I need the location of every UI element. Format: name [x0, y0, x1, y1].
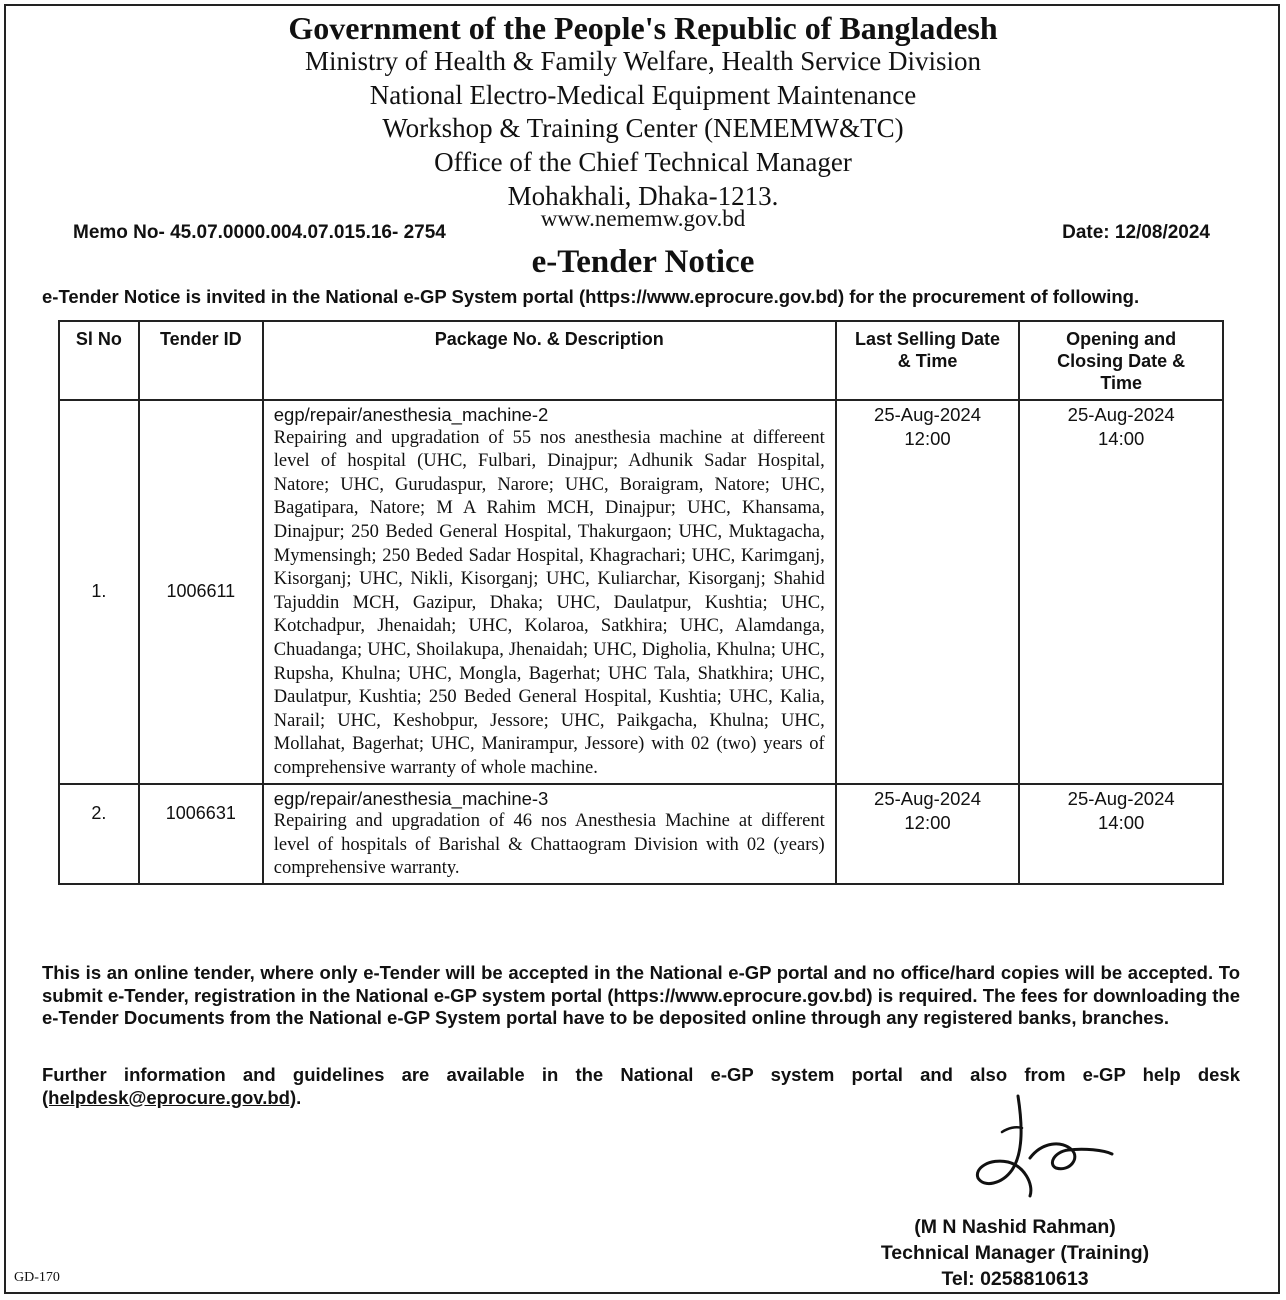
helpdesk-email-link[interactable]: (helpdesk@eprocure.gov.bd)	[42, 1086, 297, 1108]
header-opening-closing	[1019, 321, 1223, 400]
table-row	[59, 400, 1223, 784]
table-row	[59, 784, 1223, 884]
opening-time: 14:00	[1098, 428, 1145, 449]
row-opening-closing	[1019, 784, 1223, 884]
notice-title: e-Tender Notice	[531, 244, 755, 280]
government-title: Government of the People's Republic of Bangladesh	[288, 10, 998, 46]
row-package-description	[263, 784, 836, 884]
header-opening-line-2: Closing Date &	[1057, 351, 1186, 371]
header-last-selling-line-1: Last Selling Date	[855, 329, 1001, 349]
gd-code: GD-170	[14, 1270, 60, 1285]
row-tender-id: 1006631	[139, 784, 263, 884]
signer-designation: Technical Manager (Training)	[880, 1242, 1150, 1264]
signature-graphic	[972, 1092, 1122, 1207]
row-package-description	[263, 400, 836, 784]
organization-line-1: National Electro-Medical Equipment Maintenance	[369, 80, 917, 110]
row-sl-no: 1.	[59, 400, 139, 784]
package-description: Repairing and upgradation of 55 nos anesthesia machine at differeent level of hospital (UHC, Fulbari, Dinajpur; Adhunik Sadar Hospital, Natore; UHC, Gurudaspur, Narore; UHC, Boraigram, Natore; UHC, Bagatipara, Natore; M A Rahim MCH, Dinajpur; UHC, Khansama, Dinajpur; 250 Beded General Hospital, Thakurgaon; UHC, Muktagacha, Mymensingh; 250 Beded Sadar Hospital, Khagrachari; UHC, Karimganj, Kisorganj; UHC, Nikli, Kisorganj; UHC, Kuliarchar, Kisorganj; Shahid Tajuddin MCH, Gazipur, Dhaka; UHC, Daulatpur, Kushtia; UHC, Kotchadpur, Jhenaidah; UHC, Kolaroa, Satkhira; UHC, Alamdanga, Chuadanga; UHC, Shoilakupa, Jhenaidah; UHC, Digholia, Khulna; UHC, Rupsha, Khulna; UHC, Mongla, Bagerhat; UHC Tala, Shatkhira; UHC, Daulatpur, Kushtia; 250 Beded General Hospital, Kushtia; UHC, Kalia, Narail; UHC, Keshobpur, Jessore; UHC, Paikgacha, Khulna; UHC, Mollahat, Bagerhat; UHC, Manirampur, Jessore) with 02 (two) years of comprehensive warranty of whole machine.	[273, 427, 825, 778]
header-last-selling-line-2: & Time	[897, 351, 958, 371]
online-tender-paragraph: This is an online tender, where only e-Tender will be accepted in the National e-GP portal and no office/hard copies will be accepted. To submit e-Tender, registration in the National e-GP system portal (https://www.eprocure.gov.bd) is required. The fees for downloading the e-Tender Documents from the National e-GP System portal have to be deposited online through any registered banks, branches.	[42, 962, 1240, 1028]
organization-line-2: Workshop & Training Center (NEMEMW&TC)	[382, 113, 904, 143]
last-selling-time: 12:00	[904, 811, 951, 833]
further-info-text: Further information and guidelines are available in the National e-GP system portal and also from e-GP help desk	[42, 1064, 1240, 1085]
header-sl-no: Sl No	[59, 321, 139, 400]
last-selling-date: 25-Aug-2024	[874, 787, 982, 809]
package-number: egp/repair/anesthesia_machine-2	[273, 404, 549, 425]
row-tender-id: 1006611	[139, 400, 263, 784]
package-number: egp/repair/anesthesia_machine-3	[273, 787, 549, 809]
last-selling-time: 12:00	[904, 428, 951, 449]
notice-date: Date: 12/08/2024	[1062, 222, 1210, 243]
last-selling-date: 25-Aug-2024	[874, 404, 982, 425]
signer-telephone: Tel: 0258810613	[941, 1268, 1089, 1290]
header-package: Package No. & Description	[263, 321, 836, 400]
tender-table	[58, 320, 1224, 885]
table-header-row	[59, 321, 1223, 400]
ministry-line: Ministry of Health & Family Welfare, Health Service Division	[305, 46, 981, 76]
header-opening-line-3: Time	[1100, 373, 1143, 393]
signer-name: (M N Nashid Rahman)	[914, 1216, 1116, 1238]
package-description: Repairing and upgradation of 46 nos Anesthesia Machine at different level of hospitals of Barishal & Chattaogram Division with 02 (years) comprehensive warranty.	[273, 811, 825, 879]
header-tender-id: Tender ID	[139, 321, 263, 400]
website-line: www.nememw.gov.bd	[540, 206, 746, 231]
intro-text: e-Tender Notice is invited in the National e-GP System portal (https://www.eprocure.gov.bd) for the procurement of following.	[42, 286, 1140, 307]
office-line: Office of the Chief Technical Manager	[434, 147, 852, 177]
row-opening-closing	[1019, 400, 1223, 784]
header-last-selling	[836, 321, 1020, 400]
opening-time: 14:00	[1098, 811, 1145, 833]
header-opening-line-1: Opening and	[1066, 329, 1177, 349]
memo-number: Memo No- 45.07.0000.004.07.015.16- 2754	[73, 222, 446, 243]
opening-date: 25-Aug-2024	[1067, 787, 1175, 809]
row-last-selling	[836, 784, 1020, 884]
row-sl-no: 2.	[59, 784, 139, 884]
opening-date: 25-Aug-2024	[1067, 404, 1175, 425]
row-last-selling	[836, 400, 1020, 784]
further-info-end: .	[296, 1086, 302, 1108]
address-line: Mohakhali, Dhaka-1213.	[507, 181, 779, 211]
